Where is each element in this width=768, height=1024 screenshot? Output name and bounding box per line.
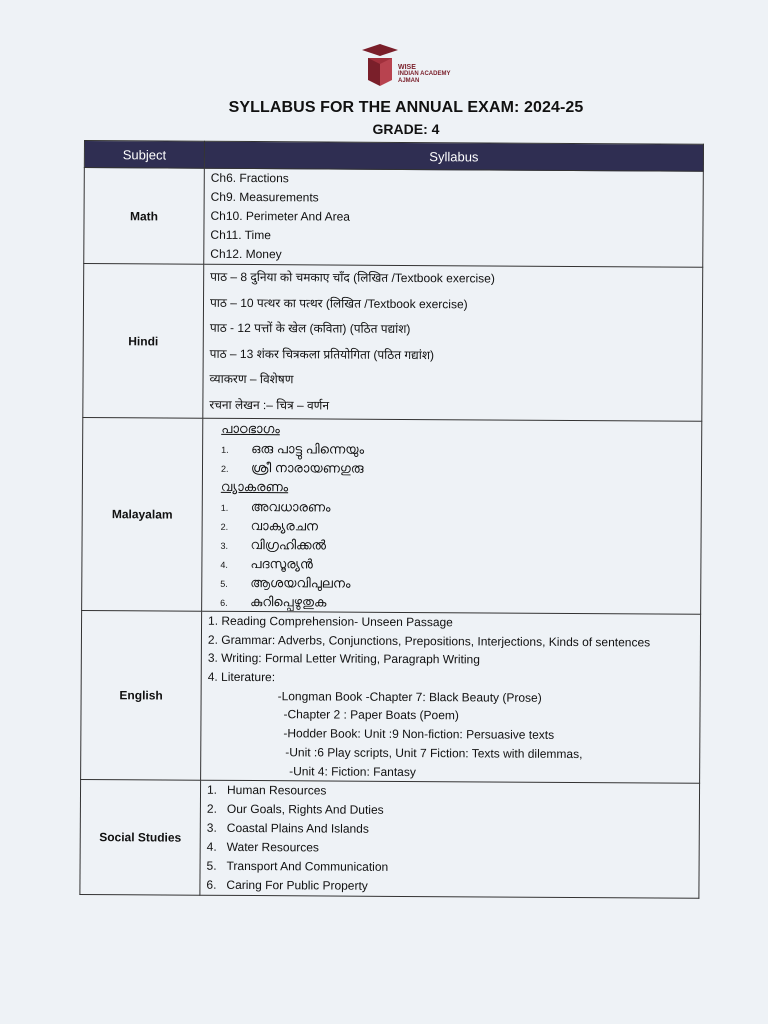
list-item: 3. Writing: Formal Letter Writing, Paragraph Writing xyxy=(207,651,480,667)
list-item: -Unit 4: Fiction: Fantasy xyxy=(289,763,416,779)
list-item: 1. അവധാരണം xyxy=(220,499,331,515)
list-item: 2. ശ്രീ നാരായണഗുരു xyxy=(220,460,364,476)
list-item: 2. വാക്യരചന xyxy=(220,518,319,534)
logo-text: WISE INDIAN ACADEMY AJMAN xyxy=(398,64,451,84)
list-item: 1. Reading Comprehension- Unseen Passage xyxy=(208,613,453,630)
list-item: 6. Caring For Public Property xyxy=(206,877,368,893)
list-item: व्याकरण – विशेषण xyxy=(209,371,294,387)
list-item: 3. Coastal Plains And Islands xyxy=(206,820,369,836)
list-item: Ch12. Money xyxy=(210,246,282,262)
list-item: पाठ – 10 पत्थर का पत्थर (लिखित /Textbook exercise) xyxy=(209,295,468,311)
column-header-syllabus: Syllabus xyxy=(204,141,703,171)
list-item: 3. വിഗ്രഹിക്കൽ xyxy=(220,537,327,553)
list-item: 2. Our Goals, Rights And Duties xyxy=(206,801,384,818)
syllabus-social-studies xyxy=(200,780,700,898)
list-item: 1. ഒരു പാട്ടു പിന്നെയും xyxy=(221,441,365,457)
table-row xyxy=(82,417,702,614)
list-item: 4. പദസൂര്യൻ xyxy=(220,556,313,572)
page-title: SYLLABUS FOR THE ANNUAL EXAM: 2024-25 xyxy=(228,99,584,116)
syllabus-hindi xyxy=(203,264,703,421)
list-item: पाठ – 13 शंकर चित्रकला प्रतियोगिता (पठित गद्यांश) xyxy=(209,346,435,362)
list-item: रचना लेखन :– चित्र – वर्णन xyxy=(209,397,330,413)
subject-english: English xyxy=(81,610,202,780)
list-item: 1. Human Resources xyxy=(206,782,327,798)
table-row xyxy=(83,264,703,422)
table-row xyxy=(84,168,704,268)
list-item: 6. കുറിപ്പെഴുതുക xyxy=(220,594,327,610)
table-header-row xyxy=(84,141,703,172)
list-item: 2. Grammar: Adverbs, Conjunctions, Prepositions, Interjections, Kinds of sentences xyxy=(207,632,651,650)
subject-malayalam: Malayalam xyxy=(82,417,203,611)
list-item: Ch6. Fractions xyxy=(210,170,289,186)
table-row xyxy=(81,610,701,783)
list-item: -Hodder Book: Unit :9 Non-fiction: Persuasive texts xyxy=(283,726,555,743)
subject-math: Math xyxy=(84,168,205,265)
syllabus-english xyxy=(201,611,701,783)
list-item: पाठ – 8 दुनिया को चमकाए चाँद (लिखित /Textbook exercise) xyxy=(210,269,495,286)
syllabus-table xyxy=(79,140,704,899)
list-item: 5. ആശയവിപുലനം xyxy=(220,575,351,591)
list-item: -Chapter 2 : Paper Boats (Poem) xyxy=(283,707,459,723)
table-row xyxy=(80,780,700,899)
list-item: Ch10. Perimeter And Area xyxy=(210,208,351,224)
list-item: 4. Water Resources xyxy=(206,839,319,855)
syllabus-malayalam xyxy=(202,418,702,614)
list-item: Ch11. Time xyxy=(210,227,271,243)
syllabus-math xyxy=(204,168,704,267)
grade-label: GRADE: 4 xyxy=(372,121,440,137)
list-item: पाठ - 12 पत्तों के खेल (कविता) (पठित पद्यांश) xyxy=(209,320,411,336)
list-item: -Unit :6 Play scripts, Unit 7 Fiction: Texts with dilemmas, xyxy=(285,745,583,761)
list-item: Ch9. Measurements xyxy=(210,189,319,205)
list-item: 5. Transport And Communication xyxy=(206,858,389,875)
list-item: -Longman Book -Chapter 7: Black Beauty (Prose) xyxy=(277,688,542,705)
subject-hindi: Hindi xyxy=(83,264,204,419)
malayalam-heading-lessons: പാഠഭാഗം xyxy=(221,420,280,437)
malayalam-heading-grammar: വ്യാകരണം xyxy=(220,478,289,495)
column-header-subject: Subject xyxy=(84,141,204,169)
list-item: 4. Literature: xyxy=(207,669,276,685)
subject-social-studies: Social Studies xyxy=(80,780,201,896)
